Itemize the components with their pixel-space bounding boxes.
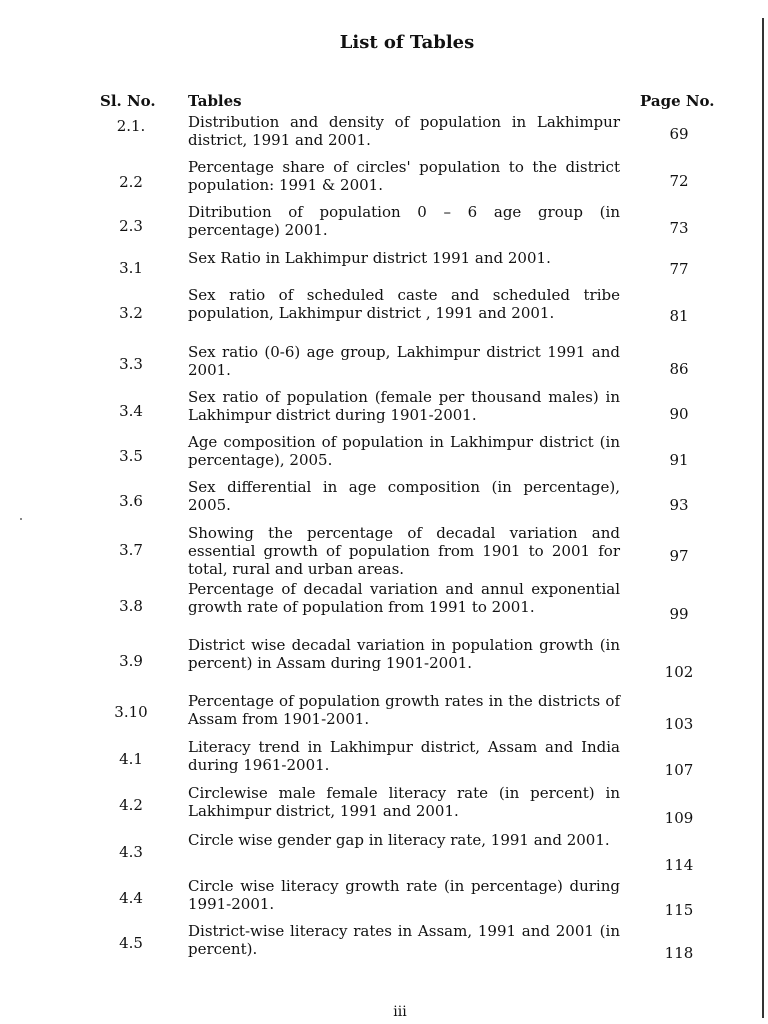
row-description: Percentage of population growth rates in the districts of Assam from 1901-2001. <box>188 692 620 728</box>
row-description: Showing the percentage of decadal variation and essential growth of population from 1901 to 2001 for total, rural and urban areas. <box>188 524 620 578</box>
row-page-no: 86 <box>669 360 689 378</box>
row-sl-no: 3.8 <box>119 597 143 615</box>
row-page-no: 118 <box>664 944 694 962</box>
row-page-no: 93 <box>669 496 689 514</box>
row-description: Sex Ratio in Lakhimpur district 1991 and 2001. <box>188 249 551 267</box>
page-number: iii <box>393 1004 407 1020</box>
row-sl-no: 3.1 <box>119 259 143 277</box>
row-sl-no: 3.4 <box>119 402 143 420</box>
row-page-no: 103 <box>664 715 694 733</box>
row-sl-no: 4.1 <box>119 750 143 768</box>
row-page-no: 99 <box>669 605 689 623</box>
row-description: Circle wise literacy growth rate (in percentage) during 1991-2001. <box>188 877 620 913</box>
row-description: Age composition of population in Lakhimpur district (in percentage), 2005. <box>188 433 620 469</box>
row-sl-no: 3.6 <box>119 492 143 510</box>
table-header <box>100 92 740 114</box>
row-page-no: 107 <box>664 761 694 779</box>
row-description: Sex differential in age composition (in percentage), 2005. <box>188 478 620 514</box>
row-page-no: 77 <box>669 260 689 278</box>
row-description: District wise decadal variation in population growth (in percent) in Assam during 1901-2001. <box>188 636 620 672</box>
row-description: District-wise literacy rates in Assam, 1991 and 2001 (in percent). <box>188 922 620 958</box>
row-sl-no: 4.2 <box>119 796 143 814</box>
row-page-no: 91 <box>669 451 689 469</box>
row-page-no: 115 <box>664 901 694 919</box>
row-sl-no: 4.3 <box>119 843 143 861</box>
row-page-no: 109 <box>664 809 694 827</box>
row-description: Sex ratio of scheduled caste and scheduled tribe population, Lakhimpur district , 1991 and 2001. <box>188 286 620 322</box>
row-sl-no: 3.9 <box>119 652 143 670</box>
row-page-no: 72 <box>669 172 689 190</box>
header-page-no: Page No. <box>640 92 715 110</box>
row-description: Literacy trend in Lakhimpur district, Assam and India during 1961-2001. <box>188 738 620 774</box>
row-description: Percentage share of circles' population to the district population: 1991 & 2001. <box>188 158 620 194</box>
row-page-no: 73 <box>669 219 689 237</box>
page-edge-line <box>762 18 764 1018</box>
row-description: Ditribution of population 0 – 6 age group (in percentage) 2001. <box>188 203 620 239</box>
row-sl-no: 4.5 <box>119 934 143 952</box>
page-title: List of Tables <box>339 32 475 53</box>
row-description: Percentage of decadal variation and annul exponential growth rate of population from 1991 to 2001. <box>188 580 620 616</box>
row-sl-no: 4.4 <box>119 889 143 907</box>
row-sl-no: 3.10 <box>114 703 148 721</box>
row-page-no: 102 <box>664 663 694 681</box>
row-sl-no: 3.5 <box>119 447 143 465</box>
row-sl-no: 3.7 <box>119 541 143 559</box>
row-description: Sex ratio (0-6) age group, Lakhimpur district 1991 and 2001. <box>188 343 620 379</box>
row-page-no: 81 <box>669 307 689 325</box>
row-sl-no: 2.2 <box>119 173 143 191</box>
row-description: Distribution and density of population in Lakhimpur district, 1991 and 2001. <box>188 113 620 149</box>
row-page-no: 97 <box>669 547 689 565</box>
row-sl-no: 3.2 <box>119 304 143 322</box>
scan-speck <box>20 518 22 520</box>
header-sl-no: Sl. No. <box>100 92 156 110</box>
row-description: Circle wise gender gap in literacy rate, 1991 and 2001. <box>188 831 610 849</box>
row-sl-no: 3.3 <box>119 355 143 373</box>
header-tables: Tables <box>188 92 242 110</box>
row-page-no: 114 <box>664 856 694 874</box>
row-page-no: 69 <box>669 125 689 143</box>
row-page-no: 90 <box>669 405 689 423</box>
row-description: Sex ratio of population (female per thousand males) in Lakhimpur district during 1901-2001. <box>188 388 620 424</box>
row-sl-no: 2.1. <box>116 117 146 135</box>
row-sl-no: 2.3 <box>119 217 143 235</box>
row-description: Circlewise male female literacy rate (in percent) in Lakhimpur district, 1991 and 2001. <box>188 784 620 820</box>
